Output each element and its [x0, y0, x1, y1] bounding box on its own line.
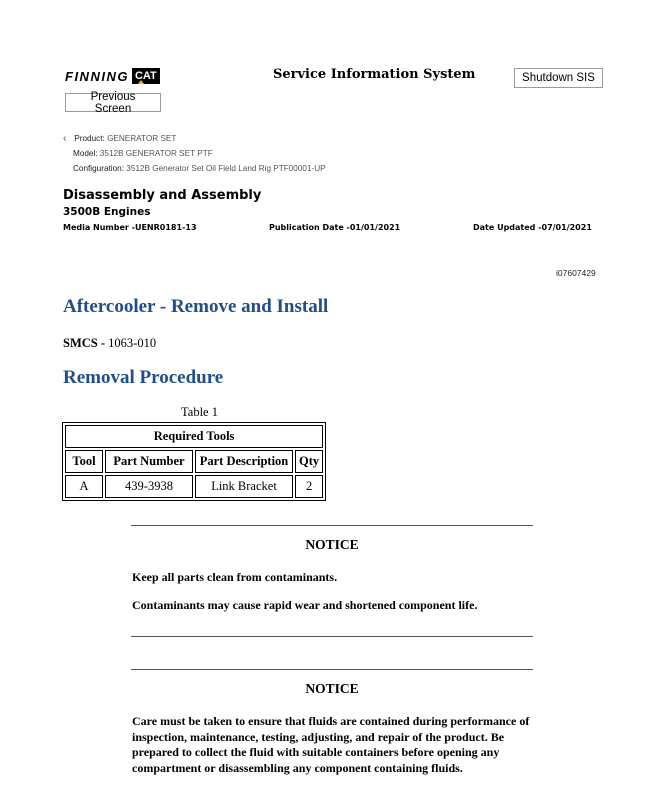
- table-cell: Link Bracket: [195, 475, 293, 498]
- notice-divider: [131, 525, 533, 526]
- section-heading: Removal Procedure: [63, 367, 224, 388]
- document-subtitle: 3500B Engines: [63, 206, 151, 218]
- table-cell: 2: [295, 475, 323, 498]
- smcs-code: [63, 336, 156, 351]
- notice-text: Care must be taken to ensure that fluids are contained during performance of inspection, maintenance, testing, adjusting, and repair of the product. Be prepared to collect the fluid with suitable containers before opening any compartment or disassembling any component containing fluids.: [132, 714, 530, 775]
- product-label: Product:: [74, 134, 105, 143]
- configuration-row: [63, 161, 326, 176]
- previous-screen-button[interactable]: Previous Screen: [65, 93, 161, 112]
- model-label: Model:: [73, 149, 98, 158]
- model-row: [63, 146, 326, 161]
- notice-title: NOTICE: [305, 537, 359, 552]
- smcs-value: 1063-010: [108, 336, 157, 350]
- notice-divider: [131, 636, 533, 637]
- table-row: [65, 475, 323, 498]
- table-caption: Table 1: [181, 405, 218, 419]
- date-updated: Date Updated -07/01/2021: [473, 223, 592, 232]
- document-title: Disassembly and Assembly: [63, 188, 262, 203]
- table-title-row: [65, 425, 323, 448]
- cat-badge: CAT: [132, 68, 160, 84]
- notice-divider: [131, 669, 533, 670]
- column-header: Qty: [295, 450, 323, 473]
- app-title: Service Information System: [273, 67, 476, 82]
- table-cell: A: [65, 475, 103, 498]
- table-cell: 439-3938: [105, 475, 193, 498]
- required-tools-table: [62, 422, 326, 501]
- notice-title: NOTICE: [305, 681, 359, 696]
- product-row: [63, 131, 326, 146]
- media-number: Media Number -UENR0181-13: [63, 223, 197, 232]
- configuration-value: 3512B Generator Set Oil Field Land Rig PTF00001-UP: [126, 164, 326, 173]
- configuration-label: Configuration:: [73, 164, 124, 173]
- notice-text: Keep all parts clean from contaminants.: [132, 570, 338, 584]
- notice-text: Contaminants may cause rapid wear and shortened component life.: [132, 598, 478, 612]
- product-breadcrumb: [63, 131, 326, 176]
- logo-text: FINNING: [65, 68, 129, 84]
- publication-date: Publication Date -01/01/2021: [269, 223, 401, 232]
- column-header: Part Description: [195, 450, 293, 473]
- smcs-label: SMCS -: [63, 336, 106, 350]
- back-chevron-icon[interactable]: ‹: [63, 133, 67, 144]
- column-header: Part Number: [105, 450, 193, 473]
- model-value: 3512B GENERATOR SET PTF: [99, 149, 213, 158]
- table-header-row: [65, 450, 323, 473]
- document-id: i07607429: [556, 268, 596, 278]
- finning-cat-logo: [65, 66, 160, 86]
- table-title: Required Tools: [65, 425, 323, 448]
- product-value: GENERATOR SET: [107, 134, 177, 143]
- shutdown-sis-button[interactable]: Shutdown SIS: [514, 68, 603, 88]
- column-header: Tool: [65, 450, 103, 473]
- page-heading: Aftercooler - Remove and Install: [63, 296, 329, 317]
